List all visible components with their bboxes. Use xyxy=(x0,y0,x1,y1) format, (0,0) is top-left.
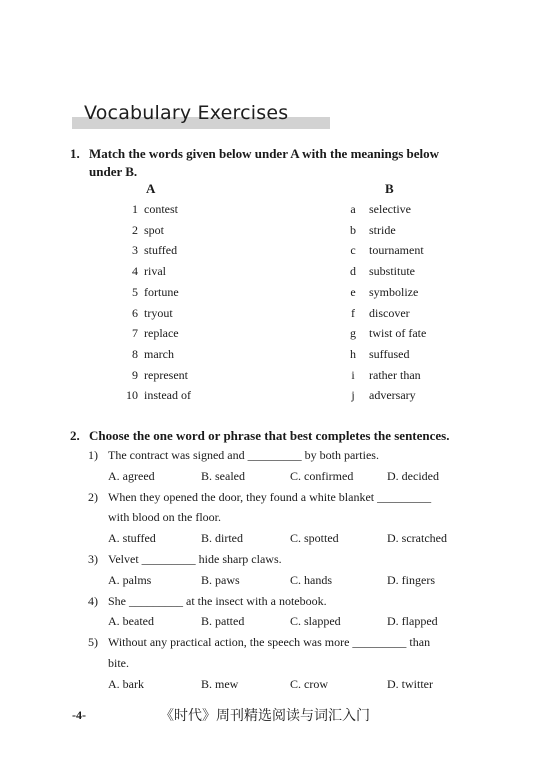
match-a-number: 1 xyxy=(132,202,138,216)
answer-option[interactable]: C. hands xyxy=(290,572,332,587)
match-a-word: instead of xyxy=(144,388,191,403)
match-b-meaning: twist of fate xyxy=(369,326,427,341)
match-a-number: 9 xyxy=(132,367,138,382)
question-2-number: 2. xyxy=(70,428,80,443)
match-a-word: fortune xyxy=(144,284,179,299)
answer-option[interactable]: B. sealed xyxy=(201,468,245,483)
match-b-letter: b xyxy=(350,222,356,237)
answer-option[interactable]: B. paws xyxy=(201,572,240,587)
match-a-number: 8 xyxy=(132,346,138,361)
question-item-number: 2) xyxy=(88,489,98,504)
match-a-word: spot xyxy=(144,222,165,237)
match-b-letter: f xyxy=(351,305,355,320)
match-b-meaning: substitute xyxy=(369,264,416,279)
answer-option[interactable]: C. slapped xyxy=(290,614,341,629)
question-item-sentence: Velvet _________ hide sharp claws. xyxy=(108,552,282,566)
question-2-instruction: Choose the one word or phrase that best completes the sentences. xyxy=(89,428,450,443)
answer-option[interactable]: C. confirmed xyxy=(290,468,354,483)
match-a-word: rival xyxy=(144,264,166,279)
match-b-meaning: stride xyxy=(369,222,396,237)
match-a-number: 7 xyxy=(132,326,138,341)
answer-option[interactable]: B. mew xyxy=(201,676,239,691)
match-b-letter: i xyxy=(351,367,355,382)
match-a-word: contest xyxy=(144,202,178,216)
match-a-number: 2 xyxy=(132,222,138,237)
question-item-sentence: When they opened the door, they found a white blanket _________ xyxy=(108,489,432,504)
match-a-word: replace xyxy=(144,326,179,341)
match-b-meaning: discover xyxy=(369,305,410,320)
match-a-number: 4 xyxy=(132,264,138,279)
answer-option[interactable]: C. crow xyxy=(290,676,328,691)
question-1-instruction-line1: Match the words given below under A with the meanings below xyxy=(89,146,440,161)
question-item-number: 5) xyxy=(88,635,98,650)
question-item-number: 1) xyxy=(88,448,98,462)
answer-option[interactable]: D. fingers xyxy=(387,572,435,587)
match-a-word: stuffed xyxy=(144,243,178,258)
question-item-sentence: Without any practical action, the speech was more _________ than xyxy=(108,635,431,650)
question-item-sentence: bite. xyxy=(108,656,129,670)
book-title: 《时代》周刊精选阅读与词汇入门 xyxy=(160,708,370,724)
match-a-word: tryout xyxy=(144,305,173,320)
match-b-meaning: suffused xyxy=(369,346,410,361)
match-b-letter: a xyxy=(350,202,356,216)
question-item-sentence: The contract was signed and _________ by both parties. xyxy=(108,448,379,462)
section-title: Vocabulary Exercises xyxy=(84,102,289,124)
match-a-number: 6 xyxy=(132,305,138,320)
match-b-letter: g xyxy=(350,326,356,341)
match-b-letter: c xyxy=(350,243,356,258)
match-b-meaning: selective xyxy=(369,202,411,216)
match-b-meaning: symbolize xyxy=(369,284,419,299)
answer-option[interactable]: B. dirted xyxy=(201,531,243,546)
match-b-letter: j xyxy=(351,388,355,403)
answer-option[interactable]: C. spotted xyxy=(290,531,339,546)
answer-option[interactable]: D. scratched xyxy=(387,531,447,546)
match-a-word: represent xyxy=(144,367,188,382)
question-item-sentence: with blood on the floor. xyxy=(108,510,221,525)
column-a-header: A xyxy=(146,181,156,196)
match-a-number: 10 xyxy=(126,388,138,403)
answer-option[interactable]: A. palms xyxy=(108,572,152,587)
answer-option[interactable]: D. flapped xyxy=(387,614,438,629)
answer-option[interactable]: A. agreed xyxy=(108,468,155,483)
question-item-number: 3) xyxy=(88,552,98,566)
match-b-meaning: rather than xyxy=(369,367,421,382)
match-b-meaning: adversary xyxy=(369,388,416,403)
page-number: -4- xyxy=(72,708,86,722)
question-1-instruction-line2: under B. xyxy=(89,164,138,179)
answer-option[interactable]: D. decided xyxy=(387,468,439,483)
answer-option[interactable]: D. twitter xyxy=(387,676,433,691)
match-a-number: 3 xyxy=(132,243,138,258)
question-1-number: 1. xyxy=(70,146,80,161)
match-b-letter: e xyxy=(350,284,356,299)
match-a-word: march xyxy=(144,346,174,361)
answer-option[interactable]: A. beated xyxy=(108,614,154,629)
match-b-letter: h xyxy=(350,346,356,361)
match-b-letter: d xyxy=(350,264,356,279)
answer-option[interactable]: A. stuffed xyxy=(108,531,156,546)
match-b-meaning: tournament xyxy=(369,243,424,258)
question-item-number: 4) xyxy=(88,593,98,608)
answer-option[interactable]: B. patted xyxy=(201,614,245,629)
answer-option[interactable]: A. bark xyxy=(108,676,144,691)
match-a-number: 5 xyxy=(132,284,138,299)
column-b-header: B xyxy=(385,181,394,196)
question-item-sentence: She _________ at the insect with a notebook. xyxy=(108,593,327,608)
